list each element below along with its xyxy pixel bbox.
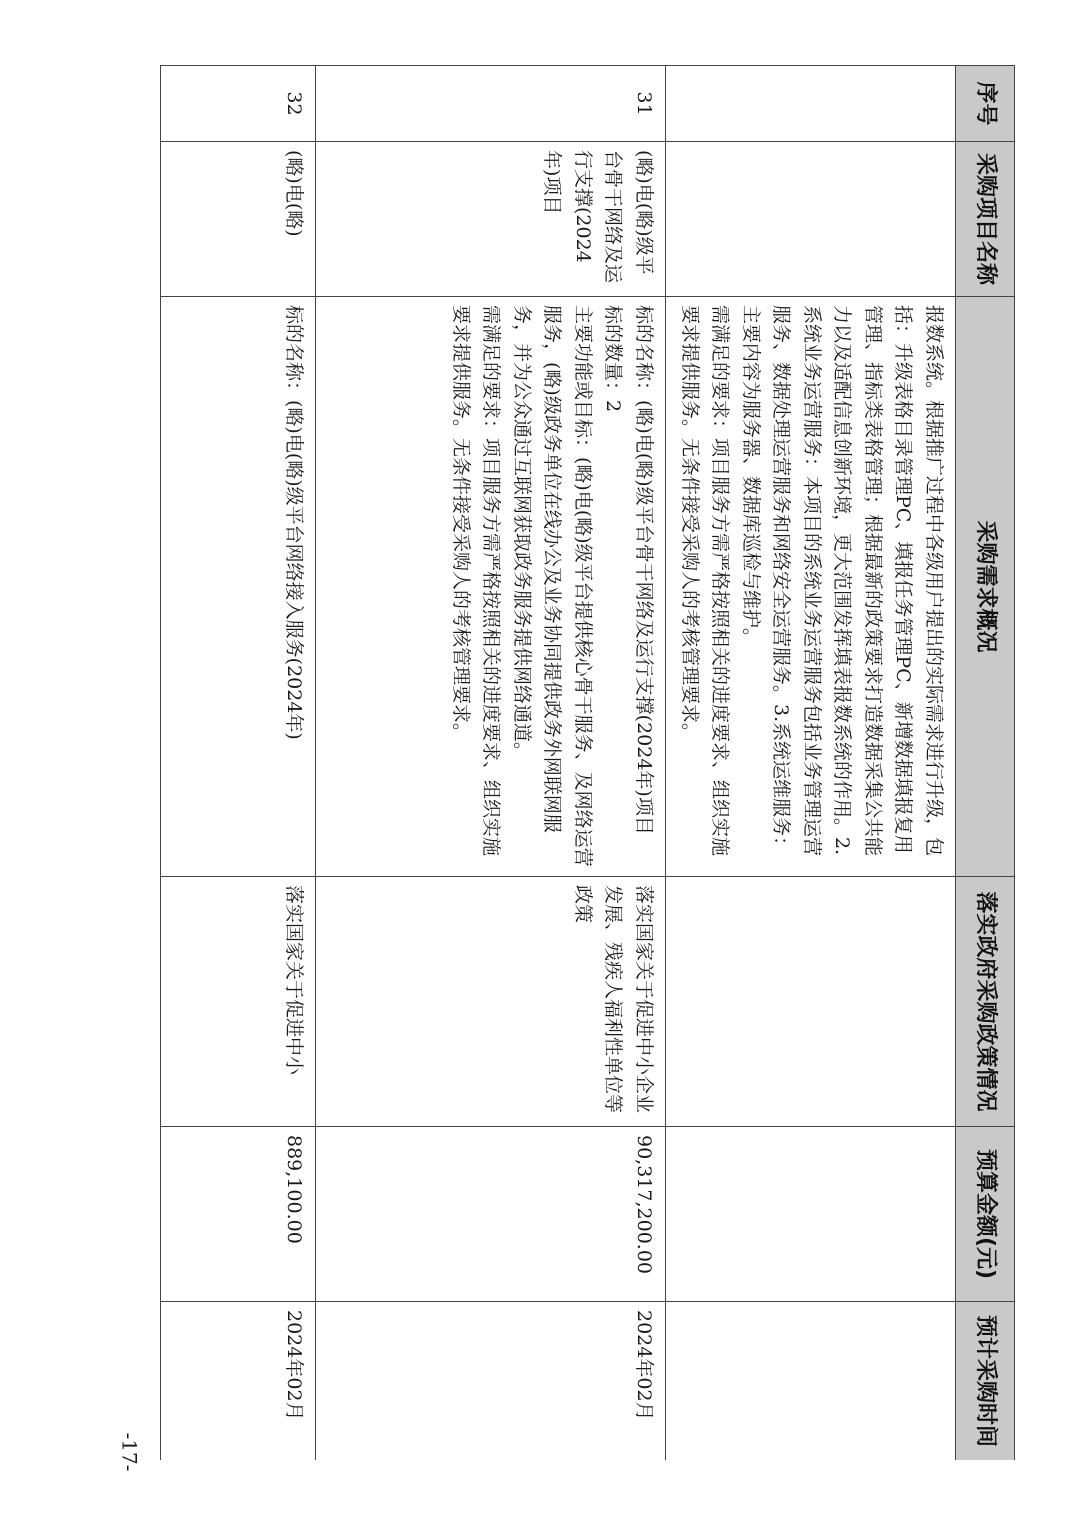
header-seq: 序号 [956,66,1015,142]
header-budget: 预算金额(元) [956,1127,1015,1302]
summary-paragraph: 需满足的要求：项目服务方需严格按照相关的进度要求、组织实施要求提供服务。无条件接受采购人的考核管理要求。 [450,305,503,857]
page-number [110,1420,150,1480]
cell-budget: 90,317,200.00 [316,1127,666,1302]
cell-policy [666,877,956,1127]
document-page [160,65,1015,1460]
summary-paragraph: 主要功能或目标：(略)电(略)级平台提供核心骨干服务、及网络运营服务，(略)级政务单位在线办公及业务协同提供政务外网联网服务，并为公众通过互联网获取政务服务提供网络通道。 [511,305,594,867]
cell-budget: 889,100.00 [161,1127,316,1302]
cell-project-name [666,142,956,297]
header-time: 预计采购时间 [956,1302,1015,1461]
cell-summary [666,297,956,877]
cell-time: 2024年02月 [161,1302,316,1461]
summary-paragraph: 需满足的要求：项目服务方需严格按照相关的进度要求、组织实施要求提供服务。无条件接受采购人的考核管理要求。 [679,305,732,857]
summary-paragraph: 标的名称：(略)电(略)级平台网络接入服务(2024年) [283,305,305,740]
header-policy: 落实政府采购政策情况 [956,877,1015,1127]
cell-seq [666,66,956,142]
cell-policy: 落实国家关于促进中小 [161,877,316,1127]
cell-policy: 落实国家关于促进中小企业发展、残疾人福利性单位等政策 [316,877,666,1127]
header-summary: 采购需求概况 [956,297,1015,877]
table-header-row [956,66,1015,1461]
table-row [666,66,956,1461]
cell-summary [316,297,666,877]
cell-seq: 32 [161,66,316,142]
table-row [161,66,316,1461]
table-row [316,66,666,1461]
cell-summary [161,297,316,877]
summary-paragraph: 标的数量：2 [602,305,625,413]
cell-time [666,1302,956,1461]
cell-project-name: (略)电(略)级平台骨干网络及运行支撑(2024年)项目 [316,142,666,297]
rotated-table-container [160,65,1015,1460]
summary-paragraph: 报数系统。根据推广过程中各级用户提出的实际需求进行升级，包括：升级表格目录管理PC、填报任务管理PC、新增数据填报复用管理、指标类表格管理；根据最新的政策要求打造数据采集公共能力以及适配信息创新环境，更大范围发挥填表报数系统的作用。2.系统业务运营服务：本项目的系统业务运营服务包括业务管理运营服务、数据处理运营服务和网络安全运营服务。3.系统运维服务：主要内容为服务器、数据库巡检与维护。 [740,305,945,857]
summary-paragraph: 标的名称：(略)电(略)级平台骨干网络及运行支撑(2024年)项目 [633,305,655,835]
cell-seq: 31 [316,66,666,142]
header-project-name: 采购项目名称 [956,142,1015,297]
cell-project-name: (略)电(略) [161,142,316,297]
page-number-text: -17- [117,1432,142,1472]
cell-budget [666,1127,956,1302]
procurement-table [160,65,1015,1460]
cell-time: 2024年02月 [316,1302,666,1461]
